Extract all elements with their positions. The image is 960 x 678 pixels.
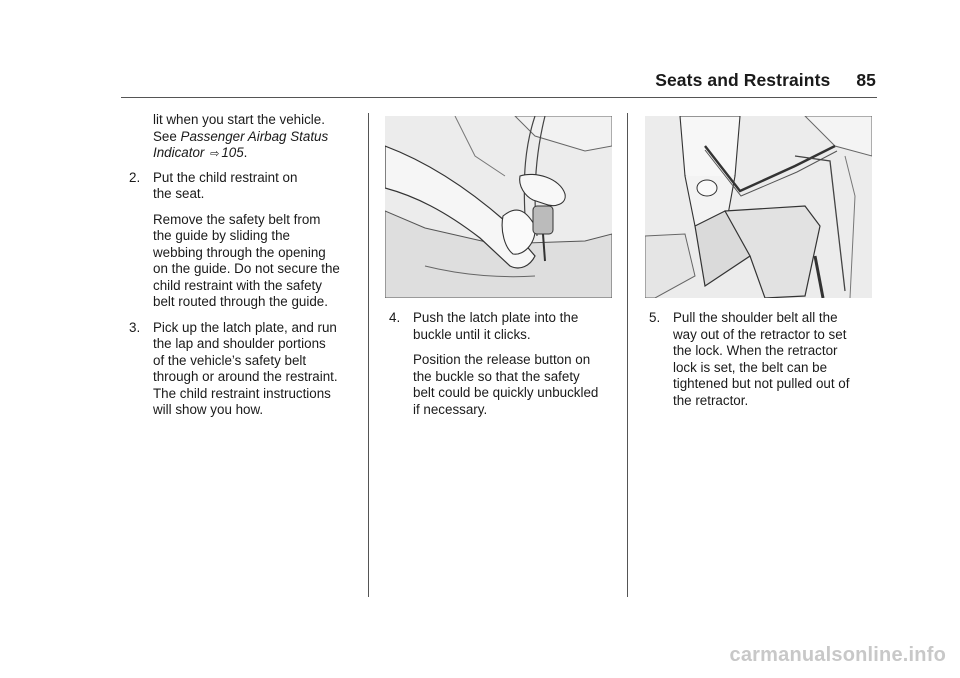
column-2 — [389, 310, 621, 418]
step-number: 4. — [389, 310, 401, 325]
column-1 — [129, 112, 361, 419]
step-number: 3. — [129, 319, 141, 335]
section-title: Seats and Restraints — [655, 70, 831, 90]
page-number: 85 — [856, 70, 876, 90]
airbag-status-link[interactable]: Passenger Airbag Status — [180, 128, 329, 144]
column-divider-2 — [627, 113, 628, 597]
step-2: 2. Put the child restraint on the seat. Remove the safety belt from the guide by sliding the webbing through the opening on the guide. Do not secure the child restraint with the safety belt routed through the guide. — [129, 170, 361, 311]
step-number: 5. — [649, 310, 661, 325]
step-4: 4. Push the latch plate into the buckle until it clicks. Position the release button on the buckle so that the safety belt could be quickly unbuckled if necessary. — [389, 310, 621, 418]
page-ref-icon: ⇨ — [210, 148, 220, 160]
step-number: 2. — [129, 169, 141, 185]
column-divider-1 — [368, 113, 369, 597]
intro-line: lit when you start the vehicle. — [153, 112, 325, 127]
step-2-detail: Remove the safety belt from the guide by sliding the webbing through the opening on the guide. Do not secure the child restraint with the safety belt routed through the guide. — [153, 211, 340, 309]
header-rule — [121, 97, 877, 98]
buckle-illustration — [385, 116, 612, 298]
page-ref-number[interactable]: 105 — [221, 145, 244, 160]
step-4-detail: Position the release button on the buckle so that the safety belt could be quickly unbuckled if necessary. — [413, 352, 599, 417]
step-5: 5. Pull the shoulder belt all the way out of the retractor to set the lock. When the retractor lock is set, the belt can be tightened but not pulled out of the retractor. — [649, 310, 850, 408]
buckle-drawing — [385, 116, 612, 298]
column-3 — [649, 310, 881, 409]
page-header — [0, 70, 876, 94]
airbag-status-link-cont[interactable]: Indicator — [153, 145, 205, 160]
intro-ref-line: Indicator ⇨ 105. — [153, 145, 248, 160]
retractor-illustration — [645, 116, 872, 298]
watermark: carmanualsonline.info — [729, 644, 946, 666]
step-3: 3. Pick up the latch plate, and run the lap and shoulder portions of the vehicle’s safety belt through or around the restraint. The child restraint instructions will show you how. — [129, 319, 338, 417]
intro-see-line: See Passenger Airbag Status — [153, 128, 329, 144]
retractor-drawing — [645, 116, 872, 298]
